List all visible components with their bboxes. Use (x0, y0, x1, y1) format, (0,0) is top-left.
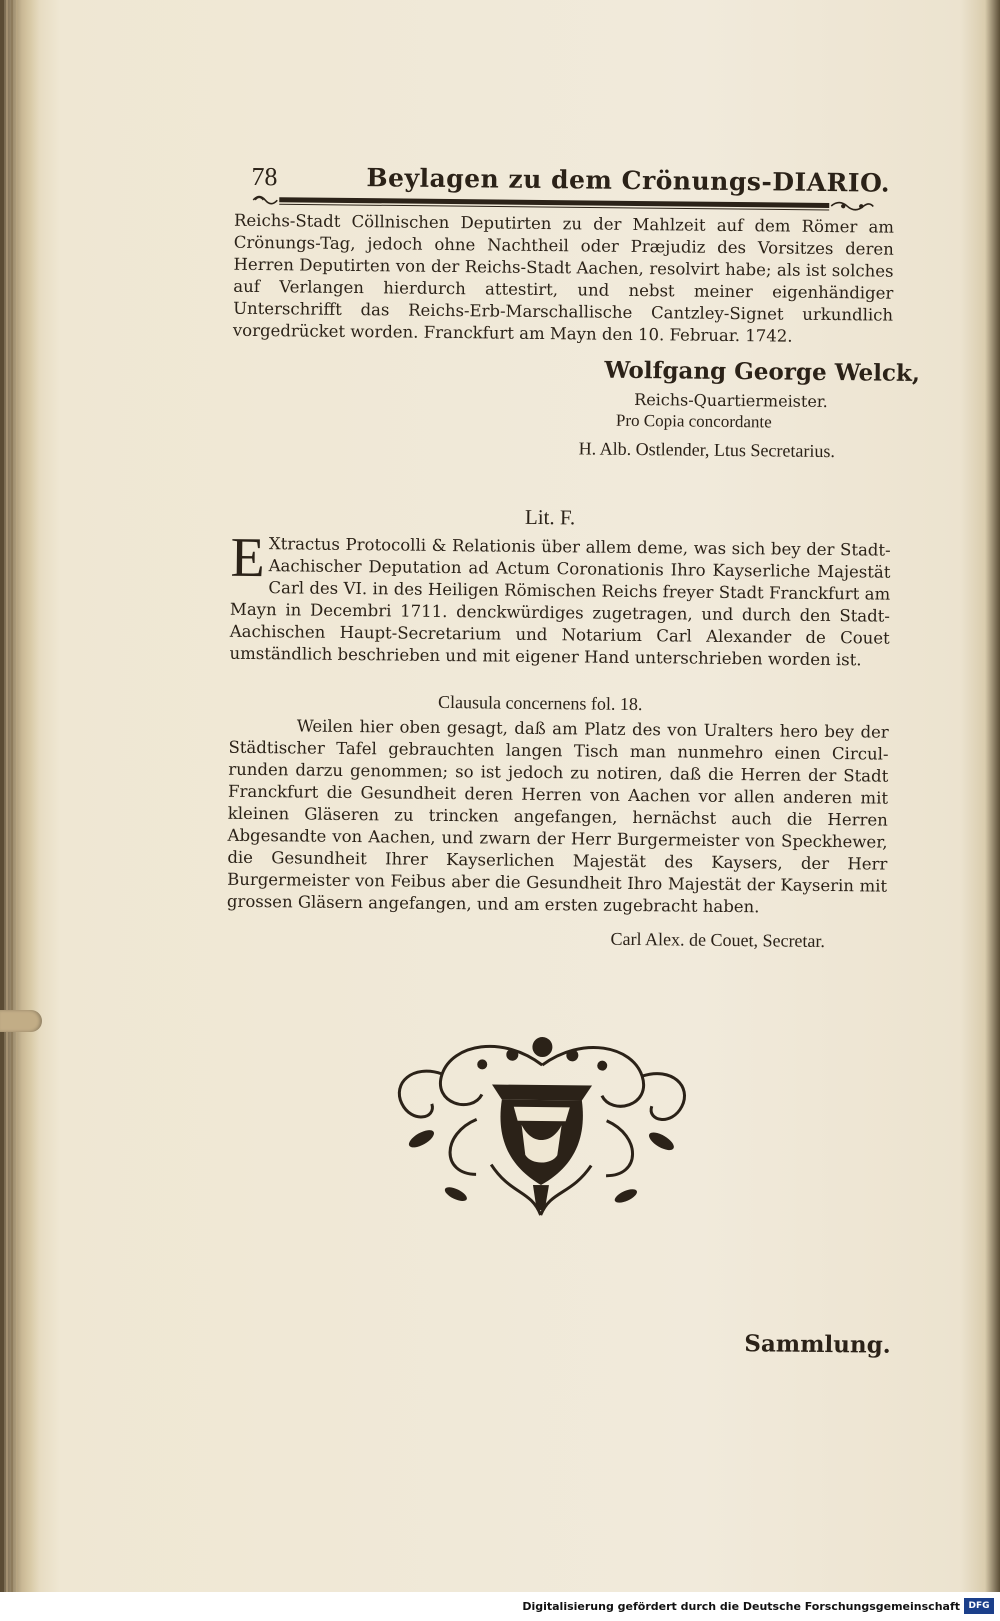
signature-name: Wolfgang George Welck, (604, 356, 921, 387)
footer-credit: Digitalisierung gefördert durch die Deutsche Forschungsgemeinschaft (522, 1600, 960, 1613)
paragraph-extractus (229, 526, 891, 672)
running-title: Beylagen zu dem Crönungs-DIARIO. (366, 163, 891, 198)
footer-bar (0, 1592, 1000, 1621)
secretary-line: H. Alb. Ostlender, Ltus Secretarius. (578, 438, 836, 462)
secretary-signature: Carl Alex. de Couet, Secretar. (610, 928, 826, 951)
paragraph-clausula: Weilen hier oben gesagt, daß am Platz des von Uralters hero bey der Städtischer Tafel gebrauchten langen Tisch man nunmehro einen Circul-runden darzu genommen; so ist jedoch zu notiren, daß die Herren der Stadt Franckfurt die Gesundheit deren Herren von Aachen vor allen anderen mit kleinen Gläseren zu trincken angefangen, hernächst auch die Herren Abgesandte von Aachen, und zwarn der Herr Burgermeister von Speckhewer, die Gesundheit Ihrer Kayserlichen Majestät des Kaysers, der Herr Burgermeister von Feibus aber die Gesundheit Ihro Majestät der Kayserin mit grossen Gläsern angefangen, und am ersten zugebracht haben. (226, 716, 889, 917)
paragraph-extractus-text: Xtractus Protocolli & Relationis über allem deme, was sich bey der Stadt-Aachischer Deputation ad Actum Coronationis Ihro Kayserliche Majestät Carl des VI. in des Heiligen Römischen Reichs freyer Stadt Franckfurt am Mayn in Decembri 1711. denckwürdiges zugetragen, und durch den Stadt-Aachischen Haupt-Secretarium und Notarium Carl Alexander de Couet umständlich beschrieben und mit eigener Hand unterschrieben worden ist. (229, 534, 891, 670)
clausula-heading: Clausula concernens fol. 18. (437, 691, 643, 715)
paragraph-attestation: Reichs-Stadt Cöllnischen Deputirten zu der Mahlzeit auf dem Römer am Crönungs-Tag, jedoch ohne Nachtheil oder Præjudiz des Vorsitzes deren Herren Deputirten von der Reichs-Stadt Aachen, resolvirt habe; als ist solches auf Verlangen hierdurch attestirt, und nebst meiner eigenhändiger Unterschrifft das Reichs-Erb-Marschallische Cantzley-Signet urkundlich vorgedrücket worden. Franckfurt am Mayn den 10. Februar. 1742. (232, 210, 895, 346)
copia-line: Pro Copia concordante (615, 410, 772, 432)
drop-cap: E (230, 526, 266, 590)
dfg-logo-icon: DFG (964, 1598, 994, 1614)
catchword: Sammlung. (744, 1330, 891, 1359)
section-heading: Lit. F. (524, 504, 576, 530)
page-number: 78 (251, 161, 278, 192)
signature-title: Reichs-Quartiermeister. (634, 389, 828, 411)
vignette-ornament-icon (381, 1023, 703, 1226)
bleed-through-text (298, 992, 314, 1014)
